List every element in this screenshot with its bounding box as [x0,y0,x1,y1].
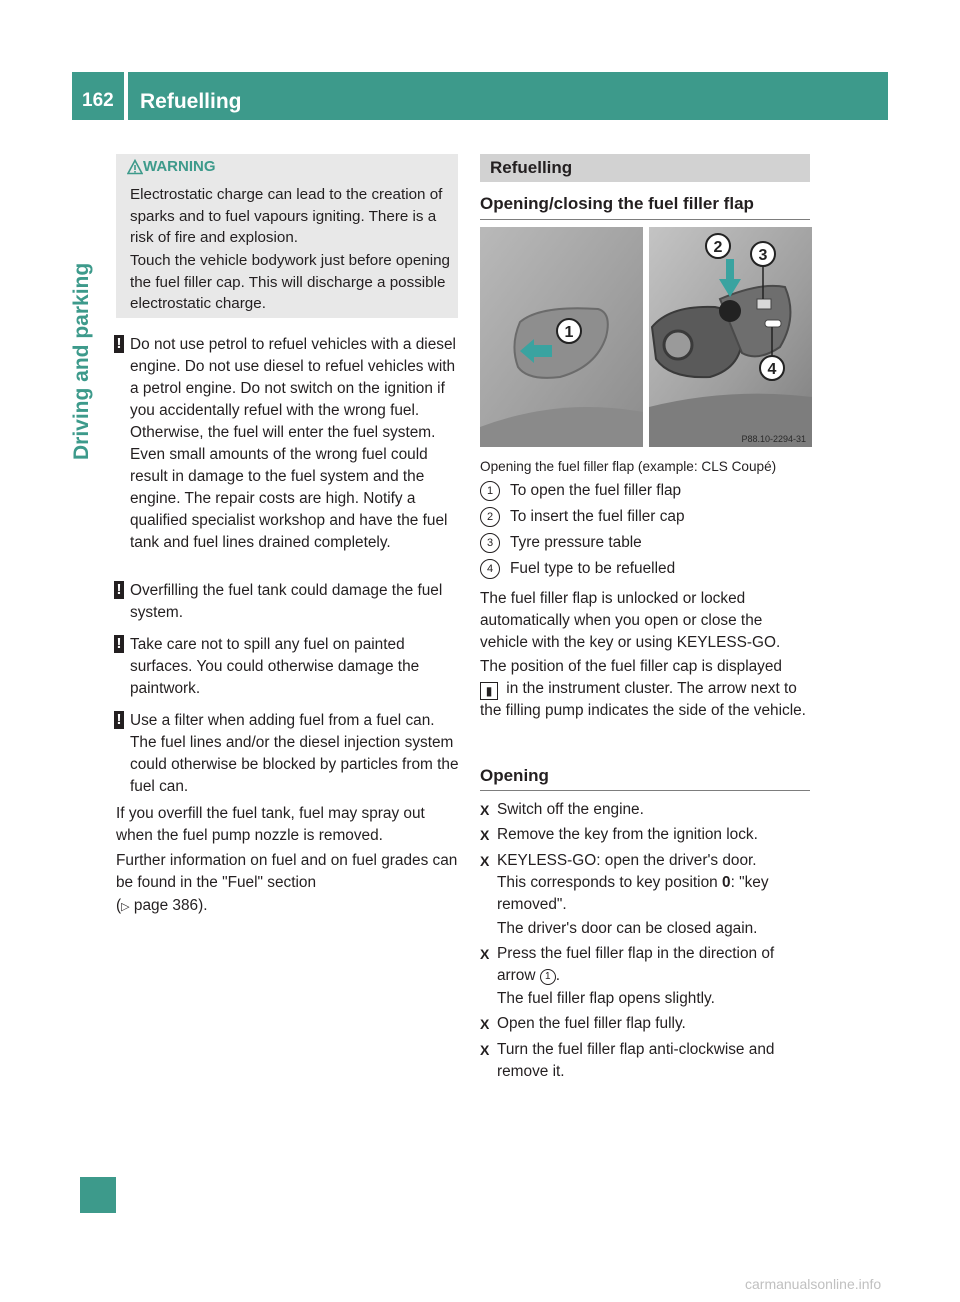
page-title: Refuelling [140,90,242,113]
unlock-paragraph: The fuel filler flap is unlocked or locked automatically when you open or close the vehicle with the key or using KEYLESS-GO. [480,590,781,651]
note-text: Do not use petrol to refuel vehicles with a diesel engine. Do not use diesel to refuel vehicles with a petrol engine. Do not switch on the ignition if you accidentally refuel with the wrong fuel. Otherwise, the fuel will enter the fuel system. Even small amounts of the wrong fuel could result in damage to the fuel system and the engine. The repair costs are high. Notify a qualified specialist workshop and have the fuel tank and fuel lines drained completely. [130,336,456,551]
legend-item [480,559,675,579]
cap-holder [719,300,741,322]
subsection-title: Opening/closing the fuel filler flap [480,194,754,213]
step-text: KEYLESS-GO: open the driver's door. [497,852,757,869]
filler-position-text-b: in the instrument cluster. The arrow next to the filling pump indicates the side of the vehicle. [480,680,806,719]
filler-position-paragraph [480,656,812,722]
legend-number: 3 [480,533,500,553]
step-item [480,943,812,987]
overfill-paragraph: If you overfill the fuel tank, fuel may spray out when the fuel pump nozzle is removed. [116,805,425,844]
chapter-side-label: Driving and parking [70,262,93,460]
key-position-value: 0 [722,874,731,891]
note-spill [116,634,460,700]
exclamation-icon: ! [114,635,124,653]
legend-number: 4 [480,559,500,579]
step-text: This corresponds to key position [497,874,718,891]
opening-rule [480,790,810,791]
watermark: carmanualsonline.info [745,1276,882,1292]
step-text: : "key removed". [497,874,769,913]
step-marker-icon: X [480,946,490,962]
callout-1-inline: 1 [540,969,556,985]
warning-text-1: Electrostatic charge can lead to the creation of sparks and to fuel vapours igniting. There is a risk of fire and explosion. [130,186,443,246]
page-number: 162 [82,90,114,111]
legend-text: Fuel type to be refuelled [510,560,676,577]
figure-caption: Opening the fuel filler flap (example: CLS Coupé) [480,459,777,474]
note-text: Take care not to spill any fuel on painted surfaces. You could otherwise damage the paintwork. [130,636,420,697]
exclamation-icon: ! [114,711,124,729]
legend-text: Tyre pressure table [510,534,642,551]
chapter-marker-block [80,1177,116,1213]
fuel-pump-icon: ▮ [480,682,498,700]
filler-neck [664,331,692,359]
warning-text-2: Touch the vehicle bodywork just before opening the fuel filler cap. This will discharge a possible electrostatic charge. [130,252,450,312]
step-marker-icon: X [480,853,490,869]
step-text: Press the fuel filler flap in the direction of arrow [497,945,775,984]
callout-3-label: 3 [758,247,768,264]
step-marker-icon: X [480,1016,490,1032]
legend-item [480,533,642,553]
step-item [480,850,812,916]
step-text: Open the fuel filler flap fully. [497,1015,686,1032]
page-reference[interactable]: (▷ page 386). [116,897,208,914]
step-marker-icon: X [480,1042,490,1058]
exclamation-icon: ! [114,335,124,353]
legend-text: To insert the fuel filler cap [510,508,685,525]
note-filter [116,710,460,798]
note-overfilling [116,580,460,624]
page-reference-text: page 386). [133,897,208,914]
legend-text: To open the fuel filler flap [510,482,682,499]
step-item [480,824,812,846]
step-text: Switch off the engine. [497,801,644,818]
section-title: Refuelling [490,158,573,177]
fuel-type-label [765,320,781,327]
step-text: . [555,967,561,984]
step-text: Turn the fuel filler flap anti-clockwise and remove it. [497,1041,775,1080]
exclamation-icon: ! [114,581,124,599]
step-marker-icon: X [480,802,490,818]
opening-heading: Opening [480,766,549,785]
callout-1-label: 1 [564,324,574,341]
header-title-bg [128,72,888,120]
step-text: Remove the key from the ignition lock. [497,826,758,843]
warning-triangle-icon [127,159,143,175]
note-text: Overfilling the fuel tank could damage the fuel system. [130,582,443,621]
step-item [480,1039,812,1083]
legend-item [480,481,681,501]
callout-2-label: 2 [713,239,723,256]
fuel-flap-figure [480,227,812,447]
legend-item [480,507,685,527]
figure-code: P88.10-2294-31 [741,434,806,444]
step-marker-icon: X [480,827,490,843]
arrow-right-icon: ▷ [121,901,130,913]
subsection-rule [480,219,810,220]
callout-4-label: 4 [767,361,777,378]
filler-position-text-a: The position of the fuel filler cap is displayed [480,658,782,675]
further-info-paragraph: Further information on fuel and on fuel grades can be found in the "Fuel" section [116,852,458,891]
legend-number: 2 [480,507,500,527]
tyre-pressure-label [757,299,771,309]
step-item [480,799,812,821]
warning-title: WARNING [143,158,216,175]
note-wrong-fuel [116,334,460,554]
step-result: The driver's door can be closed again. [497,920,758,937]
step-result: The fuel filler flap opens slightly. [497,990,715,1007]
legend-number: 1 [480,481,500,501]
note-text: Use a filter when adding fuel from a fuel can. The fuel lines and/or the diesel injection system could otherwise be blocked by particles from the fuel can. [130,712,459,795]
step-item [480,1013,812,1035]
